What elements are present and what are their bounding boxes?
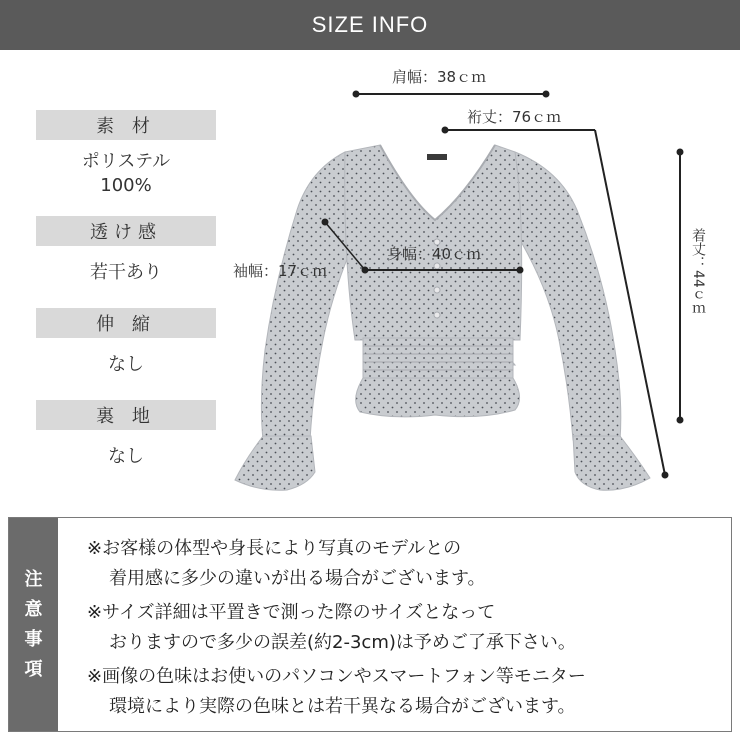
note-item: [87, 534, 486, 594]
spec-value-sheerness: 若干あり: [90, 262, 162, 283]
notes-side-char-1: 注: [24, 568, 43, 590]
notes-side-char-4: 項: [24, 658, 43, 680]
measure-shoulder: 肩幅：38ｃｍ: [392, 68, 487, 86]
note-1-line-1: ※お客様の体型や身長により写真のモデルとの: [87, 538, 462, 559]
notes-box: [8, 517, 732, 732]
notes-side-char-2: 意: [24, 598, 43, 620]
spec-label-lining: 裏 地: [36, 400, 216, 430]
spec-label-stretch: 伸 縮: [36, 308, 216, 338]
spec-value-material: ポリステル 100%: [81, 151, 171, 196]
note-item: [87, 598, 576, 658]
notes-side-label: [9, 518, 58, 731]
spec-value-stretch: なし: [108, 354, 144, 375]
note-2-line-1: ※サイズ詳細は平置きで測った際のサイズとなって: [87, 602, 496, 623]
note-3-line-2: 環境により実際の色味とは若干異なる場合がございます。: [109, 696, 576, 717]
sleeve-width-line: [325, 222, 365, 270]
note-3-line-1: ※画像の色味はお使いのパソコンやスマートフォン等モニター: [87, 666, 586, 687]
spec-value-lining: なし: [108, 446, 144, 467]
notes-side-char-3: 事: [24, 628, 43, 650]
spec-label-material: 素 材: [36, 110, 216, 140]
note-item: [87, 662, 586, 722]
measure-length: 着丈：44ｃｍ: [690, 228, 706, 316]
note-2-line-2: おりますので多少の誤差(約2-3cm)は予めご了承下さい。: [109, 632, 576, 653]
measure-sleeve-width: 袖幅：17ｃｍ: [233, 262, 328, 280]
note-1-line-2: 着用感に多少の違いが出る場合がございます。: [109, 568, 486, 589]
spec-label-sheerness: 透け感: [36, 216, 216, 246]
measure-sleeve-length: 裄丈：76ｃｍ: [467, 108, 562, 126]
size-info-title: SIZE INFO: [311, 12, 429, 37]
measure-body-width: 身幅：40ｃｍ: [387, 245, 482, 263]
